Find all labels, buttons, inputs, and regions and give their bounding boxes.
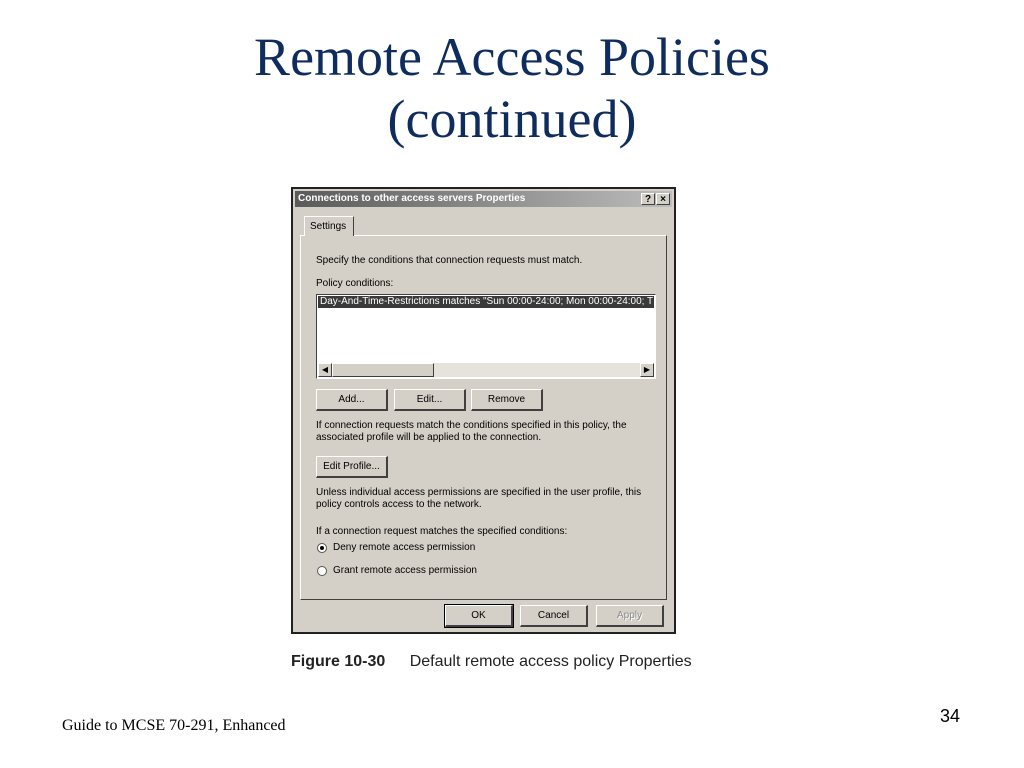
ok-button[interactable]: OK: [445, 605, 513, 627]
edit-profile-button[interactable]: Edit Profile...: [316, 456, 388, 478]
tab-settings[interactable]: Settings: [304, 216, 354, 236]
list-item[interactable]: Day-And-Time-Restrictions matches "Sun 00:00-24:00; Mon 00:00-24:00; T: [320, 296, 654, 307]
permission-text-line-1: Unless individual access permissions are specified in the user profile, this: [316, 487, 642, 498]
help-button[interactable]: ?: [641, 193, 655, 205]
grant-radio-button[interactable]: [317, 566, 327, 576]
figure-caption: [291, 653, 692, 671]
profile-text-line-1: If connection requests match the conditions specified in this policy, the: [316, 420, 627, 431]
policy-conditions-label: Policy conditions:: [316, 278, 394, 289]
intro-text: Specify the conditions that connection requests must match.: [316, 255, 583, 266]
profile-text-line-2: associated profile will be applied to the connection.: [316, 432, 542, 443]
close-button[interactable]: ×: [656, 193, 670, 205]
dialog-titlebar[interactable]: [295, 191, 672, 207]
policy-conditions-list[interactable]: [316, 294, 656, 379]
slide-title: [0, 26, 1024, 150]
remove-button[interactable]: Remove: [471, 389, 543, 411]
grant-radio-label[interactable]: Grant remote access permission: [333, 565, 477, 576]
deny-radio-label[interactable]: Deny remote access permission: [333, 542, 476, 553]
cancel-button[interactable]: Cancel: [520, 605, 588, 627]
slide-title-line-1: Remote Access Policies: [254, 27, 770, 87]
add-button[interactable]: Add...: [316, 389, 388, 411]
permission-text-line-2: policy controls access to the network.: [316, 499, 482, 510]
slide-footer: Guide to MCSE 70-291, Enhanced: [62, 717, 286, 734]
slide-title-line-2: (continued): [387, 89, 637, 149]
figure-number: Figure 10-30: [291, 653, 386, 670]
scroll-left-arrow-icon[interactable]: ◀: [318, 363, 332, 377]
scroll-right-arrow-icon[interactable]: ▶: [640, 363, 654, 377]
page-number: 34: [940, 706, 961, 726]
horizontal-scrollbar[interactable]: [318, 363, 654, 377]
scrollbar-thumb[interactable]: [332, 363, 434, 377]
edit-button[interactable]: Edit...: [394, 389, 466, 411]
deny-radio-button[interactable]: [317, 543, 327, 553]
apply-button[interactable]: Apply: [596, 605, 664, 627]
match-label: If a connection request matches the specified conditions:: [316, 526, 568, 537]
properties-dialog: [291, 187, 676, 634]
figure-text: Default remote access policy Properties: [409, 653, 692, 670]
dialog-title: Connections to other access servers Properties: [298, 193, 526, 204]
